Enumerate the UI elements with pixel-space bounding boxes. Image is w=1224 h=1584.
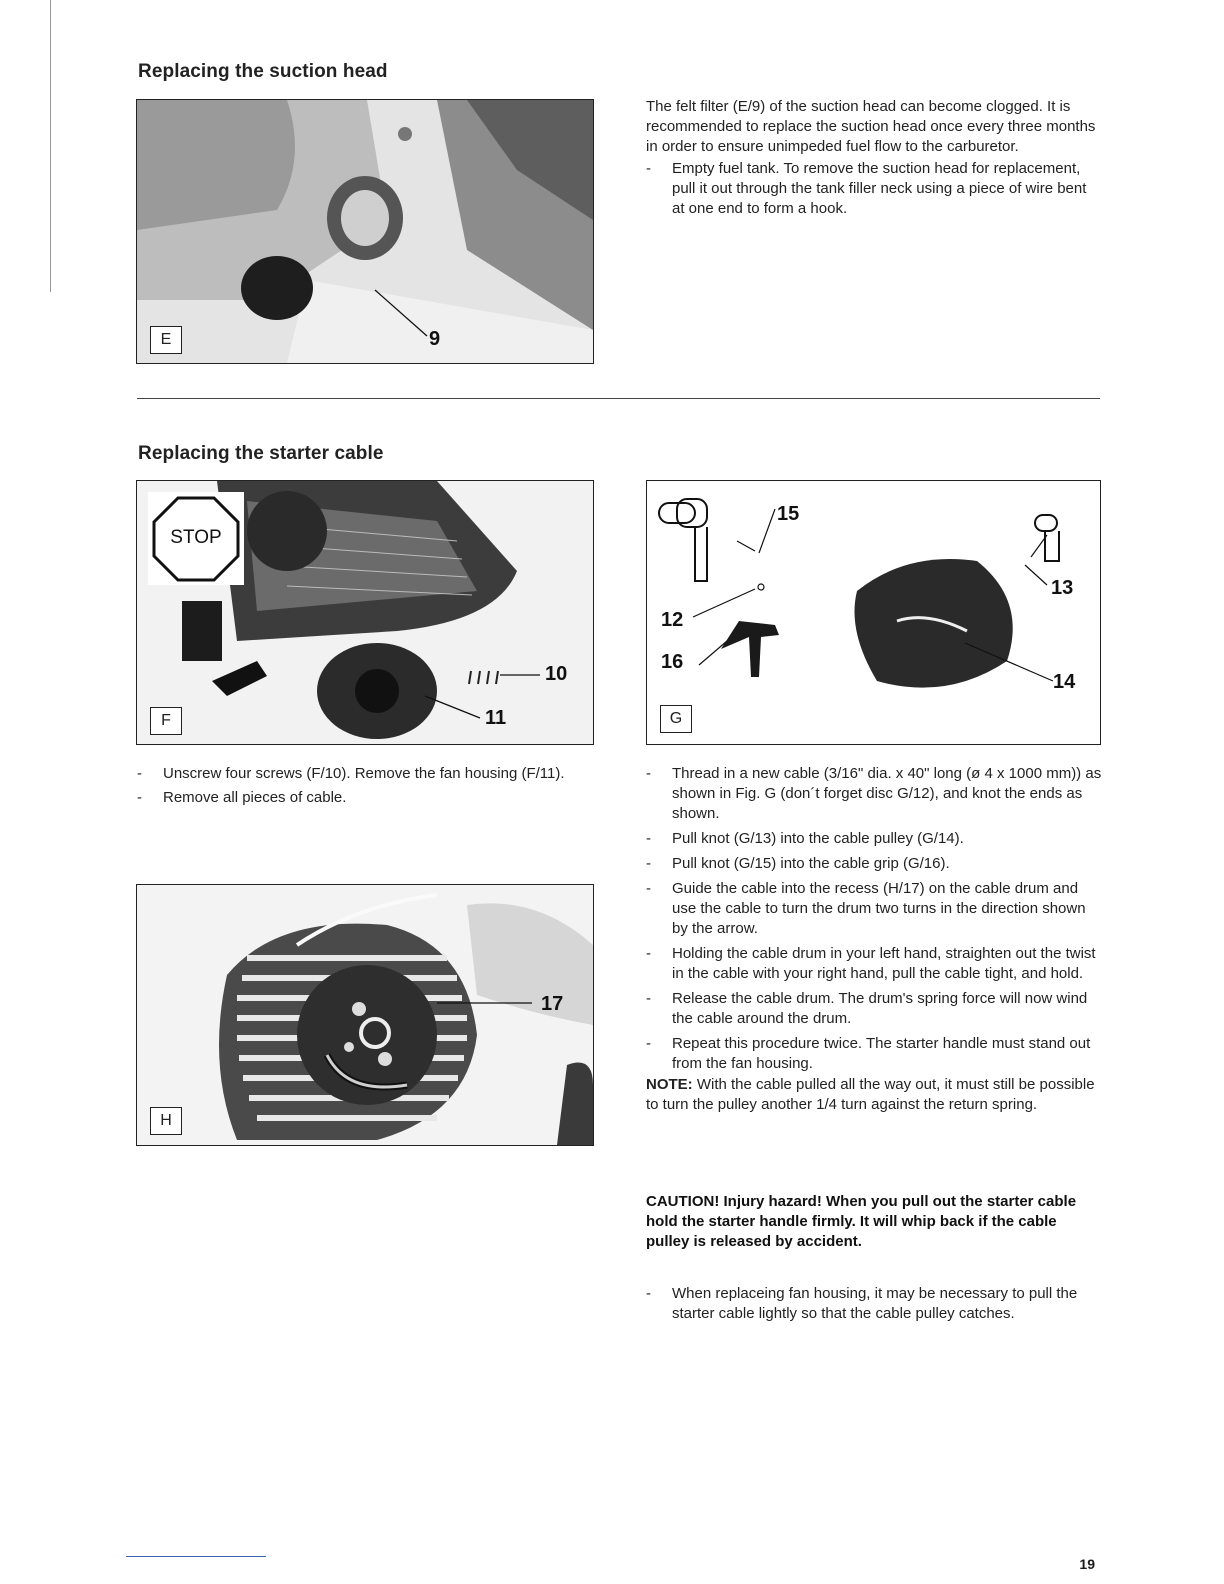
figure-e-photo xyxy=(136,99,594,364)
section-heading-starter-cable: Replacing the starter cable xyxy=(138,443,384,464)
suction-head-steps xyxy=(646,159,1102,219)
callout-14: 14 xyxy=(1053,671,1076,693)
caution-warning: CAUTION! Injury hazard! When you pull out the starter cable hold the starter handle firmly. It will whip back if the cable pulley is released by accident. xyxy=(646,1193,1077,1250)
bullet-dash: - xyxy=(137,765,142,782)
figure-g-label: G xyxy=(660,705,692,733)
figure-e-illustration xyxy=(137,100,593,363)
step-text: Pull knot (G/13) into the cable pulley (G/14). xyxy=(672,830,964,847)
list-item xyxy=(137,764,593,784)
step-text: Repeat this procedure twice. The starter handle must stand out from the fan housing. xyxy=(672,1035,1091,1072)
list-item xyxy=(646,159,1102,219)
list-item xyxy=(646,989,1102,1029)
bullet-dash: - xyxy=(646,1285,651,1302)
bullet-dash: - xyxy=(646,830,651,847)
step-text: Empty fuel tank. To remove the suction head for replacement, pull it out through the tank filler neck using a piece of wire bent at one end to form a hook. xyxy=(672,160,1087,217)
bullet-dash: - xyxy=(646,990,651,1007)
callout-12: 12 xyxy=(661,609,684,631)
list-item xyxy=(646,1034,1102,1074)
footer-rule xyxy=(126,1556,266,1557)
figure-f-label: F xyxy=(150,707,182,735)
step-text: Remove all pieces of cable. xyxy=(163,789,347,806)
note-text: With the cable pulled all the way out, it must still be possible to turn the pulley another 1/4 turn against the return spring. xyxy=(646,1076,1095,1113)
bullet-dash: - xyxy=(646,160,651,177)
figure-g-illustration xyxy=(647,481,1100,744)
figure-h-label: H xyxy=(150,1107,182,1135)
stop-sign-text: STOP xyxy=(170,527,222,548)
bullet-dash: - xyxy=(137,789,142,806)
list-item xyxy=(646,944,1102,984)
callout-15: 15 xyxy=(777,503,800,525)
list-item xyxy=(646,829,1102,849)
list-item xyxy=(646,764,1102,824)
callout-10: 10 xyxy=(545,663,568,685)
figure-h-photo xyxy=(136,884,594,1146)
callout-16: 16 xyxy=(661,651,684,673)
bullet-dash: - xyxy=(646,855,651,872)
bullet-dash: - xyxy=(646,945,651,962)
note-label: NOTE: xyxy=(646,1076,693,1093)
list-item xyxy=(137,788,593,808)
stop-sign-panel xyxy=(148,492,244,585)
bullet-dash: - xyxy=(646,880,651,897)
bullet-dash: - xyxy=(646,1035,651,1052)
section-divider xyxy=(137,398,1100,399)
callout-11: 11 xyxy=(485,707,507,729)
starter-cable-right-steps xyxy=(646,764,1102,1074)
left-margin-rule xyxy=(50,0,51,292)
callout-9: 9 xyxy=(429,328,441,350)
step-text: Guide the cable into the recess (H/17) on the cable drum and use the cable to turn the drum two turns in the direction shown by the arrow. xyxy=(672,880,1086,937)
final-steps xyxy=(646,1284,1102,1324)
callout-17: 17 xyxy=(541,993,564,1015)
figure-e-label: E xyxy=(150,326,182,354)
page-number: 19 xyxy=(1079,1556,1095,1572)
list-item xyxy=(646,1284,1102,1324)
starter-cable-right-column xyxy=(646,764,1102,1115)
step-text: Thread in a new cable (3/16" dia. x 40" long (ø 4 x 1000 mm)) as shown in Fig. G (don´t forget disc G/12), and knot the ends as shown. xyxy=(672,765,1102,822)
starter-cable-left-steps xyxy=(137,764,593,808)
figure-f-photo xyxy=(136,480,594,745)
step-text: When replaceing fan housing, it may be necessary to pull the starter cable lightly so that the cable pulley catches. xyxy=(672,1285,1078,1322)
bullet-dash: - xyxy=(646,765,651,782)
step-text: Release the cable drum. The drum's spring force will now wind the cable around the drum. xyxy=(672,990,1088,1027)
list-item xyxy=(646,854,1102,874)
callout-13: 13 xyxy=(1051,577,1074,599)
step-text: Pull knot (G/15) into the cable grip (G/16). xyxy=(672,855,950,872)
list-item xyxy=(646,879,1102,939)
suction-head-text xyxy=(646,97,1102,219)
note-paragraph xyxy=(646,1075,1102,1115)
figure-g-drawing xyxy=(646,480,1101,745)
suction-head-intro: The felt filter (E/9) of the suction head can become clogged. It is recommended to replace the suction head once every three months in order to ensure unimpeded fuel flow to the carburetor. xyxy=(646,98,1096,155)
step-text: Holding the cable drum in your left hand, straighten out the twist in the cable with your right hand, pull the cable tight, and hold. xyxy=(672,945,1096,982)
step-text: Unscrew four screws (F/10). Remove the fan housing (F/11). xyxy=(163,765,565,782)
section-heading-suction-head: Replacing the suction head xyxy=(138,61,388,82)
figure-h-illustration xyxy=(137,885,593,1145)
